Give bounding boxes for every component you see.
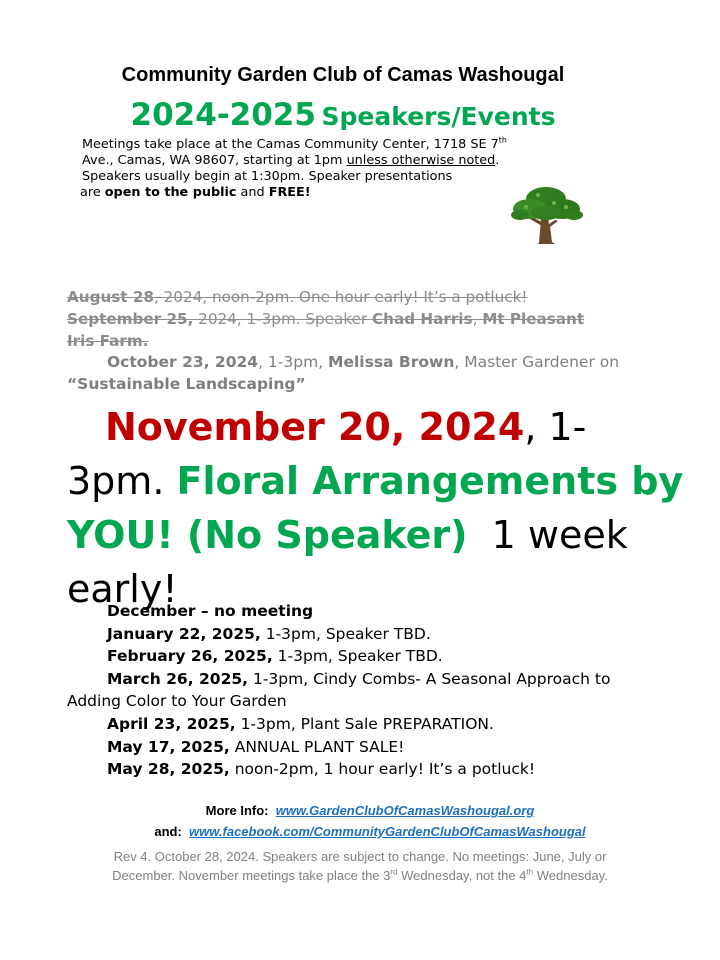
event-september-cont: [67, 330, 647, 352]
event-date: January 22, 2025,: [107, 624, 261, 643]
unless-noted: unless otherwise noted: [346, 153, 496, 168]
event-date: March 26, 2025,: [107, 669, 249, 688]
comma: ,: [472, 310, 483, 328]
event-details: noon-2pm, 1 hour early! It’s a potluck!: [229, 760, 536, 779]
revision-text: December. November meetings take place the 3: [112, 868, 391, 883]
event-topic: “Sustainable Landscaping”: [67, 375, 306, 393]
revision-note: [40, 847, 680, 885]
event-date: May 17, 2025,: [107, 737, 230, 756]
revision-text: Wednesday.: [533, 868, 608, 883]
event-time: , 1-3pm,: [258, 353, 329, 371]
event-date: April 23, 2025,: [107, 714, 236, 733]
and-label: and:: [154, 824, 190, 839]
event-date: November 20, 2024: [105, 405, 525, 449]
free-text: FREE!: [268, 185, 311, 200]
event-december: [67, 600, 707, 623]
website-link[interactable]: www.GardenClubOfCamasWashougal.org: [275, 803, 535, 818]
event-details: 1-3pm, Speaker TBD.: [272, 647, 443, 666]
org-title: Community Garden Club of Camas Washougal: [121, 64, 565, 86]
event-time: 3pm.: [67, 459, 177, 503]
november-line-3: [67, 508, 707, 562]
meeting-info-line-4: [80, 185, 582, 201]
event-title: Floral Arrangements by: [176, 459, 684, 503]
event-time: , 1-: [524, 405, 587, 449]
meeting-location: Meetings take place at the Camas Community Center, 1718 SE 7: [82, 137, 499, 152]
event-february: [67, 645, 707, 668]
november-line-2: [67, 454, 707, 508]
event-may-17: [67, 736, 707, 759]
november-line-4: early!: [67, 567, 178, 611]
season-years: 2024-2025: [130, 97, 316, 133]
meeting-info-line-1: [82, 137, 582, 153]
more-info-label: More Info:: [205, 803, 276, 818]
event-details: , Master Gardener on: [454, 353, 620, 371]
season-label: Speakers/Events: [321, 102, 556, 131]
event-details: 1-3pm, Plant Sale PREPARATION.: [235, 714, 494, 733]
ordinal-suffix: rd: [390, 867, 398, 877]
season-title: [0, 97, 686, 133]
event-speaker: Chad Harris: [372, 310, 473, 328]
upcoming-schedule: [67, 600, 707, 781]
event-date: May 28, 2025,: [107, 760, 230, 779]
event-april: [67, 713, 707, 736]
event-august: [67, 286, 647, 308]
event-november: [67, 400, 707, 616]
event-org: Iris Farm.: [67, 332, 149, 350]
period: .: [495, 153, 500, 168]
event-october-line-2: [67, 373, 687, 395]
event-speaker: Melissa Brown: [328, 353, 455, 371]
event-details: 1-3pm, Speaker TBD.: [260, 624, 431, 643]
event-org: Mt Pleasant: [482, 310, 585, 328]
event-details: 2024, 1-3pm. Speaker: [193, 310, 372, 328]
event-note: 1 week: [467, 513, 628, 557]
ordinal-suffix: th: [526, 867, 534, 877]
event-date: September 25,: [67, 310, 194, 328]
more-info: [0, 800, 720, 842]
revision-line-2: [40, 866, 680, 885]
more-info-line: [0, 800, 720, 821]
open-public: open to the public: [104, 185, 237, 200]
past-events: [67, 286, 647, 352]
revision-text: Wednesday, not the 4: [397, 868, 527, 883]
event-details: 1-3pm, Cindy Combs- A Seasonal Approach to: [248, 669, 611, 688]
event-march-cont: Adding Color to Your Garden: [67, 692, 287, 711]
event-march: [67, 668, 707, 691]
event-september: [67, 308, 647, 330]
ordinal-suffix: th: [498, 135, 507, 145]
november-line-1: [67, 400, 707, 454]
meeting-info-line-3: Speakers usually begin at 1:30pm. Speaker presentations: [82, 169, 453, 184]
event-october-line-1: [67, 351, 687, 373]
event-title: YOU! (No Speaker): [67, 513, 468, 557]
and-text: and: [236, 185, 269, 200]
event-may-28: [67, 758, 707, 781]
event-date: February 26, 2025,: [107, 647, 273, 666]
meeting-info-line-2: [82, 153, 582, 169]
facebook-line: [0, 821, 720, 842]
are-text: are: [80, 185, 105, 200]
tree-icon: [508, 183, 584, 245]
event-date: October 23, 2024: [107, 353, 259, 371]
meeting-info: [82, 137, 582, 201]
meeting-address: Ave., Camas, WA 98607, starting at 1pm: [82, 153, 347, 168]
event-date: December – no meeting: [107, 602, 314, 620]
event-details: ANNUAL PLANT SALE!: [229, 737, 405, 756]
revision-line-1: Rev 4. October 28, 2024. Speakers are subject to change. No meetings: June, July or: [113, 849, 607, 864]
event-date: August 28: [67, 288, 154, 306]
event-details: , 2024, noon-2pm. One hour early! It’s a potluck!: [153, 288, 528, 306]
facebook-link[interactable]: www.facebook.com/CommunityGardenClubOfCamasWashougal: [189, 824, 586, 839]
event-january: [67, 623, 707, 646]
event-october: [67, 351, 687, 395]
